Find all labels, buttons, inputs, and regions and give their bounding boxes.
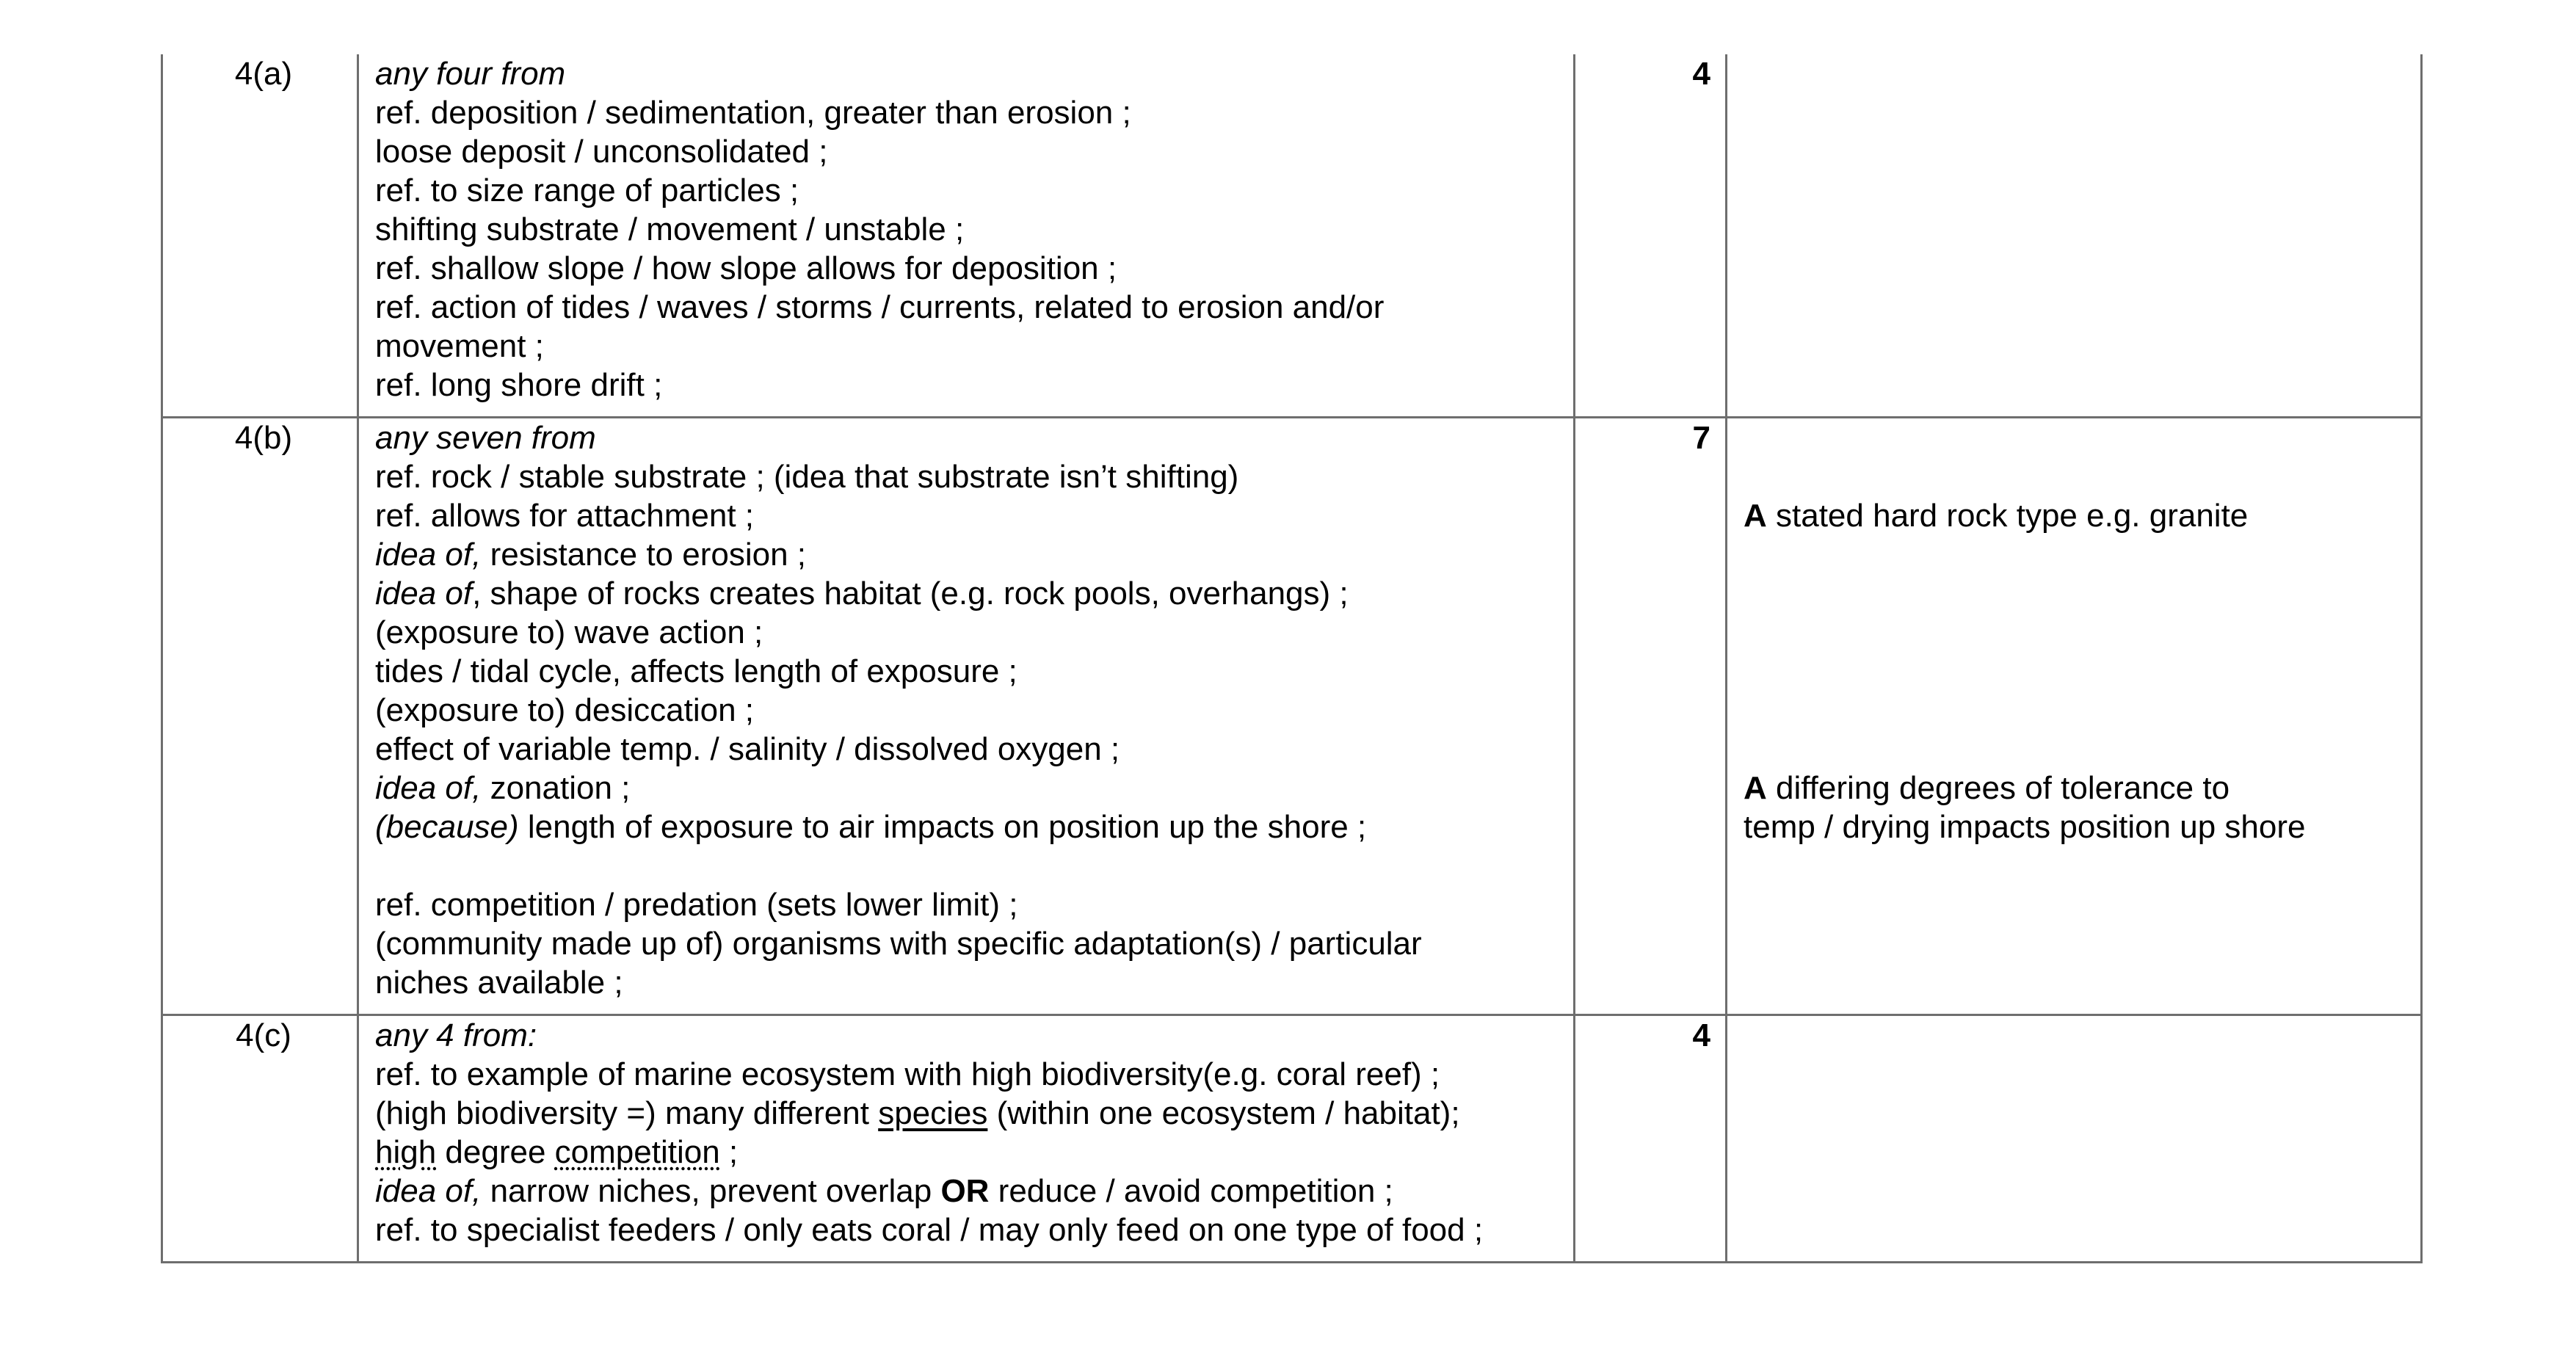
answer-text: , shape of rocks creates habitat (e.g. rock pools, overhangs) ;	[472, 576, 1349, 611]
answer-line: niches available ;	[375, 965, 623, 1001]
guidance-line	[1744, 769, 2407, 807]
question-number: 4(c)	[162, 1015, 358, 1263]
answer-line: ref. action of tides / waves / storms / currents, related to erosion and/or	[375, 289, 1385, 325]
answer-line: loose deposit / unconsolidated ;	[375, 134, 828, 170]
answer-text: (high biodiversity =) many different	[375, 1095, 879, 1131]
answer-line	[375, 535, 1560, 574]
dotted-keyword: competition	[554, 1134, 720, 1170]
answer-line: shifting substrate / movement / unstable ;	[375, 211, 965, 247]
accept-marker: A	[1744, 498, 1767, 534]
qualifier: idea of,	[375, 537, 482, 573]
table-row	[162, 1015, 2422, 1263]
guidance-cell	[1727, 54, 2422, 418]
answer-line: ref. competition / predation (sets lower limit) ;	[375, 887, 1018, 923]
blank-line	[375, 846, 1560, 885]
spacer	[1744, 418, 2407, 496]
answer-line	[375, 1133, 1560, 1172]
answer-line: ref. shallow slope / how slope allows for deposition ;	[375, 250, 1117, 286]
answer-intro: any seven from	[375, 420, 596, 456]
guidance-cell	[1727, 418, 2422, 1015]
answer-line: ref. rock / stable substrate ; (idea that substrate isn’t shifting)	[375, 459, 1239, 495]
answer-cell	[358, 1015, 1575, 1263]
marks-value: 4	[1575, 1015, 1727, 1263]
guidance-cell	[1727, 1015, 2422, 1263]
answer-text: (within one ecosystem / habitat);	[987, 1095, 1460, 1131]
marks-value: 7	[1575, 418, 1727, 1015]
answer-line	[375, 769, 1560, 807]
guidance-text: differing degrees of tolerance to	[1766, 770, 2230, 806]
answer-line: tides / tidal cycle, affects length of exposure ;	[375, 653, 1017, 689]
answer-line: ref. to size range of particles ;	[375, 173, 799, 208]
answer-line: (exposure to) wave action ;	[375, 614, 763, 650]
answer-line: (community made up of) organisms with specific adaptation(s) / particular	[375, 926, 1422, 962]
spacer	[1744, 535, 2407, 769]
marks-value: 4	[1575, 54, 1727, 418]
qualifier: (because)	[375, 809, 519, 845]
answer-line: ref. deposition / sedimentation, greater than erosion ;	[375, 95, 1131, 131]
answer-text: zonation ;	[481, 770, 631, 806]
answer-intro: any four from	[375, 56, 566, 92]
answer-line	[375, 574, 1560, 613]
table-row	[162, 418, 2422, 1015]
answer-line: (exposure to) desiccation ;	[375, 692, 755, 728]
guidance-line: temp / drying impacts position up shore	[1744, 809, 2306, 845]
answer-line: ref. to specialist feeders / only eats coral / may only feed on one type of food ;	[375, 1212, 1484, 1248]
accept-marker: A	[1744, 770, 1767, 806]
answer-intro: any 4 from:	[375, 1017, 537, 1053]
qualifier: idea of,	[375, 770, 482, 806]
bold-keyword: OR	[940, 1173, 990, 1209]
answer-line	[375, 807, 1560, 846]
answer-line	[375, 1172, 1560, 1211]
question-number: 4(b)	[162, 418, 358, 1015]
answer-text: reduce / avoid competition ;	[989, 1173, 1393, 1209]
answer-text: length of exposure to air impacts on position up the shore ;	[518, 809, 1367, 845]
mark-scheme-table	[161, 54, 2423, 1263]
answer-text: degree	[436, 1134, 555, 1170]
qualifier: idea of	[375, 576, 473, 611]
answer-line	[375, 1094, 1560, 1133]
answer-text: ;	[719, 1134, 739, 1170]
answer-line: movement ;	[375, 328, 544, 364]
answer-cell	[358, 54, 1575, 418]
table-row	[162, 54, 2422, 418]
guidance-line	[1744, 496, 2407, 535]
answer-line: ref. to example of marine ecosystem with high biodiversity(e.g. coral reef) ;	[375, 1056, 1440, 1092]
dotted-keyword: high	[375, 1134, 437, 1170]
answer-line: effect of variable temp. / salinity / dissolved oxygen ;	[375, 731, 1120, 767]
answer-cell	[358, 418, 1575, 1015]
underlined-keyword: species	[878, 1095, 988, 1131]
answer-line: ref. long shore drift ;	[375, 367, 663, 403]
answer-line: ref. allows for attachment ;	[375, 498, 754, 534]
question-number: 4(a)	[162, 54, 358, 418]
answer-text: narrow niches, prevent overlap	[481, 1173, 941, 1209]
guidance-text: stated hard rock type e.g. granite	[1766, 498, 2249, 534]
qualifier: idea of,	[375, 1173, 482, 1209]
answer-text: resistance to erosion ;	[481, 537, 807, 573]
